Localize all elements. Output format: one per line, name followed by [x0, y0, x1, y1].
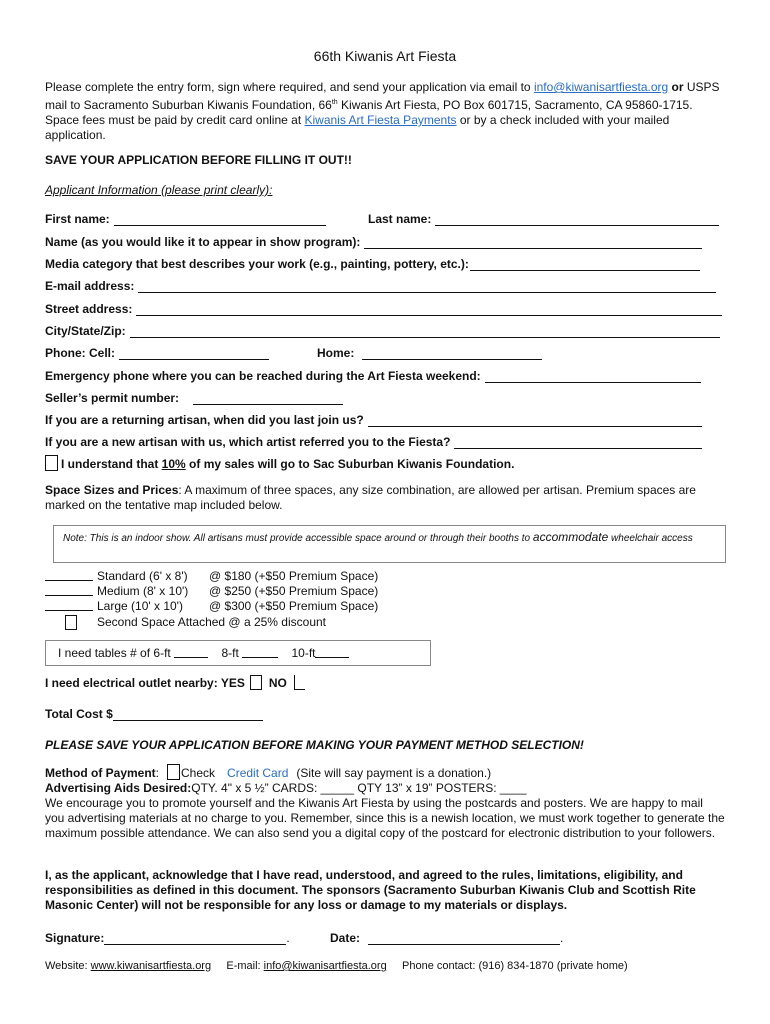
- first-name-field[interactable]: [114, 213, 326, 226]
- check-checkbox[interactable]: [167, 764, 180, 780]
- footer-website-link[interactable]: www.kiwanisartfiesta.org: [90, 960, 212, 972]
- understand-pre: I understand that: [61, 457, 162, 471]
- returning-label: If you are a returning artisan, when did you last join us?: [45, 413, 364, 427]
- returning-field[interactable]: [368, 414, 702, 427]
- intro-text-1: Please complete the entry form, sign where required, and send your application via email to: [45, 80, 534, 94]
- city-label: City/State/Zip:: [45, 324, 126, 338]
- footer-email-label: E-mail:: [226, 960, 264, 972]
- size-price: @ $180 (+$50 Premium Space): [209, 569, 379, 583]
- footer-email-link[interactable]: info@kiwanisartfiesta.org: [263, 960, 387, 972]
- size-qty-field[interactable]: [45, 599, 93, 611]
- electrical-no-checkbox[interactable]: [294, 675, 305, 690]
- page-title: 66th Kiwanis Art Fiesta: [313, 48, 457, 64]
- emergency-row: [45, 369, 701, 383]
- media-field[interactable]: [470, 258, 700, 271]
- tables-10ft-label: 10-ft: [291, 646, 316, 660]
- note-post: wheelchair access: [608, 533, 693, 544]
- footer-website-label: Website:: [45, 960, 91, 972]
- advertising-quantities: QTY. 4" x 5 ½” CARDS: _____ QTY 13” x 19” POSTERS: ____: [191, 781, 527, 795]
- date-label: Date:: [330, 931, 361, 945]
- payment-row: [45, 764, 491, 780]
- city-row: [45, 324, 720, 338]
- understand-row: [45, 455, 514, 471]
- first-name-row: [45, 212, 326, 226]
- permit-field[interactable]: [193, 392, 343, 405]
- note-pre: Note: This is an indoor show. All artisans must provide accessible space around or through their booths to: [63, 533, 533, 544]
- applicant-heading: Applicant Information (please print clearly):: [45, 183, 273, 197]
- acknowledge-paragraph: I, as the applicant, acknowledge that I have read, understood, and agreed to the rules, limitations, eligibility, and responsibilities as defined in this document. The sponsors (Sacramento Suburban Kiwanis Club and Scottish Rite Masonic Center) will not be responsible for any loss or damage to my materials or displays.: [45, 868, 696, 912]
- second-space-label: Second Space Attached @ a 25% discount: [97, 615, 327, 629]
- electrical-row: [45, 675, 308, 690]
- media-label: Media category that best describes your work (e.g., painting, pottery, etc.):: [45, 257, 469, 271]
- accessibility-note: [53, 525, 726, 563]
- last-name-label: Last name:: [368, 212, 432, 226]
- electrical-label: I need electrical outlet nearby: [45, 676, 214, 690]
- emergency-field[interactable]: [485, 370, 701, 383]
- tables-8ft-label: 8-ft: [221, 646, 239, 660]
- phone-cell-row: [45, 346, 269, 360]
- show-name-field[interactable]: [364, 236, 702, 249]
- tables-6ft-field[interactable]: [174, 646, 208, 658]
- footer: [45, 960, 628, 972]
- signature-row: Signature: .: [45, 931, 290, 945]
- check-label: Check: [181, 766, 216, 780]
- intro-or: or: [668, 80, 684, 94]
- size-price: @ $250 (+$50 Premium Space): [209, 584, 379, 598]
- electrical-yes-label: : YES: [213, 676, 245, 690]
- email-link[interactable]: info@kiwanisartfiesta.org: [533, 80, 669, 94]
- emergency-label: Emergency phone where you can be reached during the Art Fiesta weekend:: [45, 369, 481, 383]
- email-field[interactable]: [138, 280, 716, 293]
- understand-text: [61, 457, 514, 471]
- street-row: [45, 302, 722, 316]
- size-label: Standard (6' x 8'): [97, 569, 188, 583]
- intro-text-4: or by a check included with your mailed application.: [45, 113, 670, 142]
- intro-sup: th: [331, 99, 338, 106]
- encourage-paragraph: We encourage you to promote yourself and the Kiwanis Art Fiesta by using the postcards and posters. We are happy to mail you advertising materials at no charge to you. Remember, since this is a newish location, we must work together to generate the maximum possible attendance. We can also send you a digital copy of the postcard for electronic distribution to your followers.: [45, 796, 725, 840]
- new-artisan-label: If you are a new artisan with us, which artist referred you to the Fiesta?: [45, 435, 451, 449]
- phone-home-row: [317, 346, 542, 360]
- space-sizes-paragraph: [45, 483, 725, 513]
- tables-10ft-field[interactable]: [315, 646, 349, 658]
- new-artisan-row: [45, 435, 702, 449]
- city-field[interactable]: [130, 325, 720, 338]
- advertising-row: [45, 781, 527, 795]
- size-option-medium: [45, 584, 378, 599]
- date-field[interactable]: [368, 932, 560, 945]
- first-name-label: First name:: [45, 212, 110, 226]
- payment-note: (Site will say payment is a donation.): [296, 766, 492, 780]
- size-qty-field[interactable]: [45, 584, 93, 596]
- media-row: [45, 257, 700, 271]
- understand-post: of my sales will go to Sac Suburban Kiwanis Foundation.: [185, 457, 515, 471]
- permit-row: [45, 391, 343, 405]
- email-row: [45, 279, 716, 293]
- tables-label: I need tables # of 6-ft: [58, 646, 171, 660]
- save-before-payment: PLEASE SAVE YOUR APPLICATION BEFORE MAKING YOUR PAYMENT METHOD SELECTION!: [45, 738, 584, 752]
- total-cost-row: [45, 707, 263, 721]
- phone-home-field[interactable]: [362, 347, 542, 360]
- size-label: Medium (8' x 10'): [97, 584, 189, 598]
- second-space-checkbox[interactable]: [65, 615, 77, 630]
- show-name-label: Name (as you would like it to appear in show program):: [45, 235, 361, 249]
- street-field[interactable]: [136, 303, 722, 316]
- tables-box: [45, 640, 431, 666]
- signature-field[interactable]: [104, 932, 286, 945]
- signature-label: Signature:: [45, 931, 105, 945]
- note-big: accommodate: [532, 530, 609, 544]
- space-sizes-text: : A maximum of three spaces, any size combination, are allowed per artisan. Premium spaces are marked on the tentative map included below.: [45, 483, 696, 512]
- understand-pct: 10%: [161, 457, 186, 471]
- last-name-row: [368, 212, 719, 226]
- new-artisan-field[interactable]: [454, 436, 702, 449]
- intro-paragraph: [45, 80, 725, 143]
- email-label: E-mail address:: [45, 279, 135, 293]
- tables-8ft-field[interactable]: [242, 646, 278, 658]
- returning-row: [45, 413, 702, 427]
- total-cost-field[interactable]: [113, 708, 263, 721]
- footer-phone: Phone contact: (916) 834-1870 (private home): [402, 960, 628, 972]
- payment-colon: :: [155, 766, 160, 780]
- phone-cell-field[interactable]: [119, 347, 269, 360]
- phone-cell-label: Phone: Cell:: [45, 346, 116, 360]
- last-name-field[interactable]: [435, 213, 719, 226]
- electrical-no-label: NO: [268, 676, 287, 690]
- phone-home-label: Home:: [317, 346, 355, 360]
- size-qty-field[interactable]: [45, 569, 93, 581]
- size-label: Large (10' x 10'): [97, 599, 183, 613]
- street-label: Street address:: [45, 302, 133, 316]
- understand-checkbox[interactable]: [45, 455, 58, 471]
- size-price: @ $300 (+$50 Premium Space): [209, 599, 379, 613]
- save-notice: SAVE YOUR APPLICATION BEFORE FILLING IT OUT!!: [45, 153, 352, 167]
- permit-label: Seller’s permit number:: [45, 391, 180, 405]
- credit-card-link[interactable]: Credit Card: [227, 766, 289, 780]
- space-size-options: [45, 569, 378, 630]
- second-space-option: [45, 615, 378, 630]
- space-sizes-label: Space Sizes and Prices: [45, 483, 179, 497]
- payments-link[interactable]: Kiwanis Art Fiesta Payments: [304, 113, 457, 127]
- intro-text-3: Kiwanis Art Fiesta, PO Box 601715, Sacramento, CA 95860-1715. Space fees must be paid by credit card online at: [45, 98, 693, 127]
- intro-text-2: USPS mail to Sacramento Suburban Kiwanis Foundation, 66: [45, 80, 720, 112]
- payment-label: Method of Payment: [45, 766, 156, 780]
- size-option-large: [45, 599, 378, 614]
- size-option-standard: [45, 569, 378, 584]
- electrical-yes-checkbox[interactable]: [250, 675, 262, 690]
- total-cost-label: Total Cost $: [45, 707, 113, 721]
- date-row: Date: .: [330, 931, 564, 945]
- show-name-row: [45, 235, 702, 249]
- advertising-label: Advertising Aids Desired:: [45, 781, 192, 795]
